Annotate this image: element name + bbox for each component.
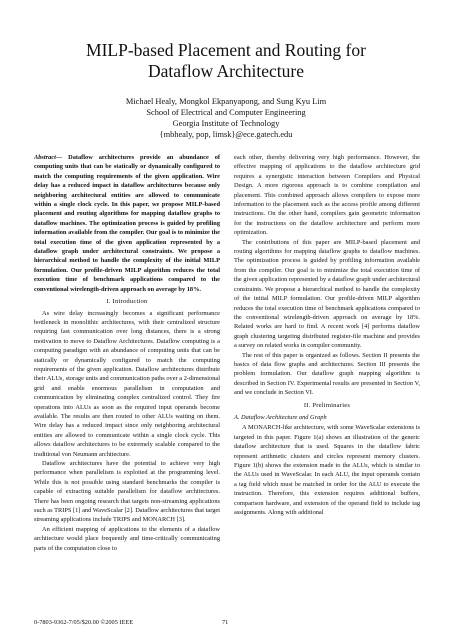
author-emails: {mbhealy, pop, limsk}@ece.gatech.edu [159,130,293,139]
section-heading-preliminaries: II. Preliminaries [303,401,351,409]
title-line-1: MILP-based Placement and Routing for [86,40,366,60]
intro-paragraph: The rest of this paper is organized as follows. Section II presents the basics of data flow graphs and architectures. Section III presents the problem formulation. Our dataflow graph mapping algorithm is described in Section IV. Experimental results are presented in Section V, and we conclude in Section VI. [234,351,420,397]
left-column [34,153,220,553]
intro-paragraph: Dataflow architectures have the potential to achieve very high performance when parallelism is exploited at the programming level. While this is not possible using standard benchmarks the compiler is capable of extracting suitable parallelism for dataflow architectures. There has been ongoing research that targets non-streaming applications such as TRIPS [1] and WaveScalar [2]. Dataflow architectures that target streaming applications include TRIPS and MONARCH [3]. [34,460,220,524]
intro-paragraph: each other, thereby delivering very high performance. However, the effective mapping of applications to the dataflow architecture grid requires a synergistic interaction between Compilers and Physical Design. A more rigorous approach is to combine compilation and placement. This combined approach allows compilers to expose more information to the placement such as the access profile among different instructions. On the other hand, compilers gain geometric information for the instructions on the dataflow architecture and perform more optimization. [234,154,420,237]
subsection-heading-dataflow: A. Dataflow Architecture and Graph [234,413,327,421]
author-names: Michael Healy, Mongkol Ekpanyapong, and Sung Kyu Lim [125,97,327,106]
title-line-2: Dataflow Architecture [148,61,304,81]
intro-paragraph: An efficient mapping of applications to the elements of a dataflow architecture would place frequently and time-critically communicating parts of the computation close to [34,525,220,552]
paper-title [40,40,412,82]
section-heading-introduction: I. Introduction [106,298,148,306]
abstract-label: Abstract [34,154,56,161]
intro-paragraph: The contributions of this paper are MILP-based placement and routing algorithms for mapping dataflow graphs to dataflow machines. The optimization process is guided by profiling information available from the compiler. Our goal is to minimize the total execution time of the given application represented by a dataflow graph under architectural constraints. We propose a hierarchical method to handle the complexity of the initial MILP formulation. Our profile-driven MILP algorithm reduces the total execution time of benchmark applications compared to the conventional wirelength-driven approach on average by 18%. Related works are hard to find. A recent work [4] performs dataflow graph clustering targeting distributed register-file machine and provides a survey on related works in compiler community. [234,238,420,350]
page-number: 71 [222,619,229,626]
footer-isbn: 0-7803-9362-7/05/$20.00 ©2005 IEEE [34,619,134,626]
abstract [34,153,220,294]
affiliation-school: School of Electrical and Computer Engineering [146,108,306,117]
right-column [234,153,420,517]
author-block [40,96,412,140]
abstract-text: — Dataflow architectures provide an abundance of computing units that can be statically or dynamically configured to match the computing requirements of the given application. Wire delay has a reduced impact in dataflow architectures because only neighboring architectural entities are allowed to communicate within a single clock cycle. In this paper, we propose MILP-based placement and routing algorithms for mapping dataflow graphs to dataflow machines. The optimization process is guided by profiling information available from the compiler. Our goal is to minimize the total execution time of the given application represented by a dataflow graph under architectural constraints. We propose a hierarchical method to handle the complexity of the initial MILP formulation. Our profile-driven MILP algorithm reduces the total execution time of benchmark applications compared to the conventional wirelength-driven approach on average by 18%. [34,154,220,293]
intro-paragraph: As wire delay increasingly becomes a significant performance bottleneck in monolithic architectures, with their centralized structure requiring fast communication over long distances, there is a strong motivation to move to Dataflow Architectures. Dataflow computing is a computing paradigm with an abundance of computing units that can be statically or dynamically configured to match the computing requirements of the given application. Dataflow architectures distribute their ALUs, storage units and communication paths over a 2-dimensional grid and enable enormous parallelism in computation and communication by eliminating complex centralized control. They fire operations into ALUs as soon as the required input operands become available. The results are then routed to other ALUs waiting on them. Wire delay has a reduced impact since only neighboring architectural entities are allowed to communicate within a single clock cycle. This allows dataflow architectures to be extremely scalable compared to the traditional von Neumann architecture. [34,309,220,458]
affiliation-institute: Georgia Institute of Technology [172,119,280,128]
preliminaries-paragraph: A MONARCH-like architecture, with some WaveScalar extensions is targeted in this paper. Figure 1(a) shows an illustration of the generic dataflow architecture that is used. Squares in the dataflow fabric represent arithmetic clusters and circles represent memory clusters. Figure 1(b) shows the extension made to the ALUs, which is similar to the ALUs used in WaveScalar. In each ALU, the input operands contain a tag field which must be matched in order for the ALU to execute the instruction. Therefore, this extension requires additional buffers, comparison hardware, and extension of the operand field to include tag assignments. Along with additional [234,424,420,517]
